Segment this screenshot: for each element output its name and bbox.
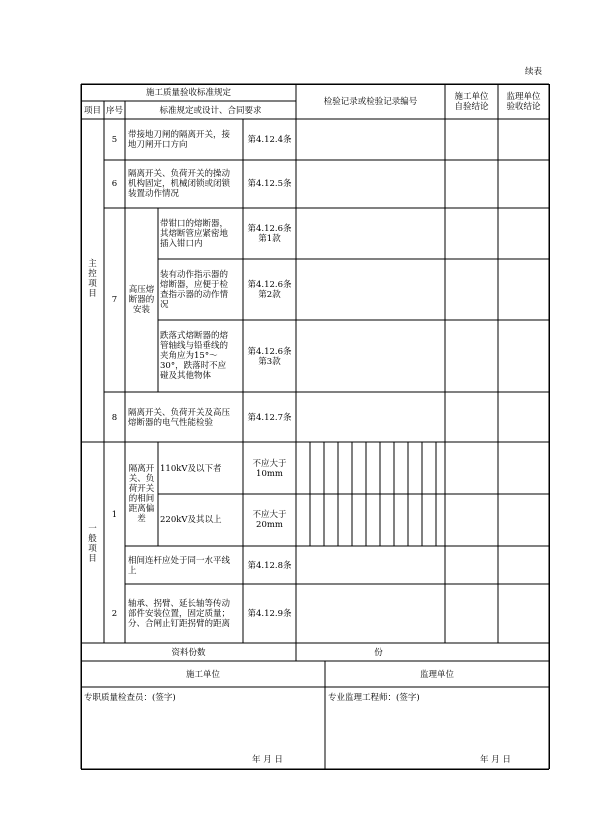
row-7-group: 高压熔 断器的 安装	[128, 285, 155, 315]
header-col-requirement: 标准规定或设计、合同要求	[159, 106, 262, 116]
general-row-2-desc: 轴承、拐臂、延长轴等传动 部件安装位置，固定质量； 分、合闸止钉距拐臂的距离	[128, 599, 231, 629]
row-7-sub-1-clause: 第4.12.6条 第1款	[247, 224, 292, 244]
seq-7: 7	[111, 295, 118, 305]
header-col-supervisor: 监理单位 验收结论	[506, 92, 541, 112]
continuation-label: 续表	[525, 67, 543, 77]
seq-6: 6	[111, 179, 118, 189]
doc-count-label: 资料份数	[171, 648, 206, 658]
general-row-1-extra-desc: 相间连杆应处于同一水平线 上	[128, 556, 231, 576]
general-row-1-extra-clause: 第4.12.8条	[247, 561, 292, 571]
doc-count-unit: 份	[374, 648, 383, 658]
row-7-sub-3-desc: 跌落式熔断器的熔 管轴线与铅垂线的 夹角应为15°～ 30°，跌落时不应 碰及其他物体	[160, 331, 229, 381]
supervisor-unit-label: 监理单位	[419, 670, 454, 680]
row-8-desc: 隔离开关、负荷开关及高压 熔断器的电气性能检验	[128, 408, 231, 428]
general-row-1-group: 隔离开 关、负 荷开关 的相间 距离偏 差	[128, 464, 155, 524]
engineer-signature-label: 专业监理工程师：(签字)	[328, 693, 420, 703]
general-seq-2: 2	[111, 609, 118, 619]
header-col-seq: 序号	[105, 106, 123, 116]
general-row-1-sub-2-clause: 不应大于 20mm	[252, 510, 287, 530]
header-col-contractor: 施工单位 自验结论	[454, 92, 489, 112]
main-control-label: 主 控 项 目	[88, 259, 97, 299]
contractor-unit-label: 施工单位	[185, 670, 220, 680]
seq-5: 5	[111, 135, 118, 145]
header-col-record: 检验记录或检验记录编号	[323, 97, 418, 107]
header-group-title: 施工质量验收标准规定	[145, 88, 231, 98]
general-row-1-sub-2-desc: 220kV及其以上	[160, 515, 222, 525]
date-left: 年 月 日	[252, 755, 283, 765]
row-8-clause: 第4.12.7条	[247, 413, 292, 423]
row-7-sub-3-clause: 第4.12.6条 第3款	[247, 347, 292, 367]
inspector-signature-label: 专职质量检查员：(签字)	[84, 693, 176, 703]
general-label: 一 般 项 目	[88, 524, 97, 564]
row-7-sub-2-desc: 装有动作指示器的 熔断器，应便于检 查指示器的动作情 况	[160, 270, 229, 310]
row-6-clause: 第4.12.5条	[247, 179, 292, 189]
general-seq-1: 1	[111, 510, 118, 520]
general-row-1-sub-1-clause: 不应大于 10mm	[252, 459, 287, 479]
general-row-2-clause: 第4.12.9条	[247, 609, 292, 619]
row-7-sub-1-desc: 带钳口的熔断器， 其熔断管应紧密地 插入钳口内	[160, 219, 229, 249]
row-6-desc: 隔离开关、负荷开关的操动 机构固定，机械闭锁或闭锁 装置动作情况	[128, 169, 231, 199]
general-row-1-sub-1-desc: 110kV及以下者	[160, 464, 222, 474]
date-right: 年 月 日	[480, 755, 511, 765]
row-5-desc: 带接地刀闸的隔离开关，接 地刀闸开口方向	[128, 130, 231, 150]
row-5-clause: 第4.12.4条	[247, 135, 292, 145]
seq-8: 8	[111, 413, 118, 423]
row-7-sub-2-clause: 第4.12.6条 第2款	[247, 280, 292, 300]
header-col-item: 项目	[83, 106, 101, 116]
